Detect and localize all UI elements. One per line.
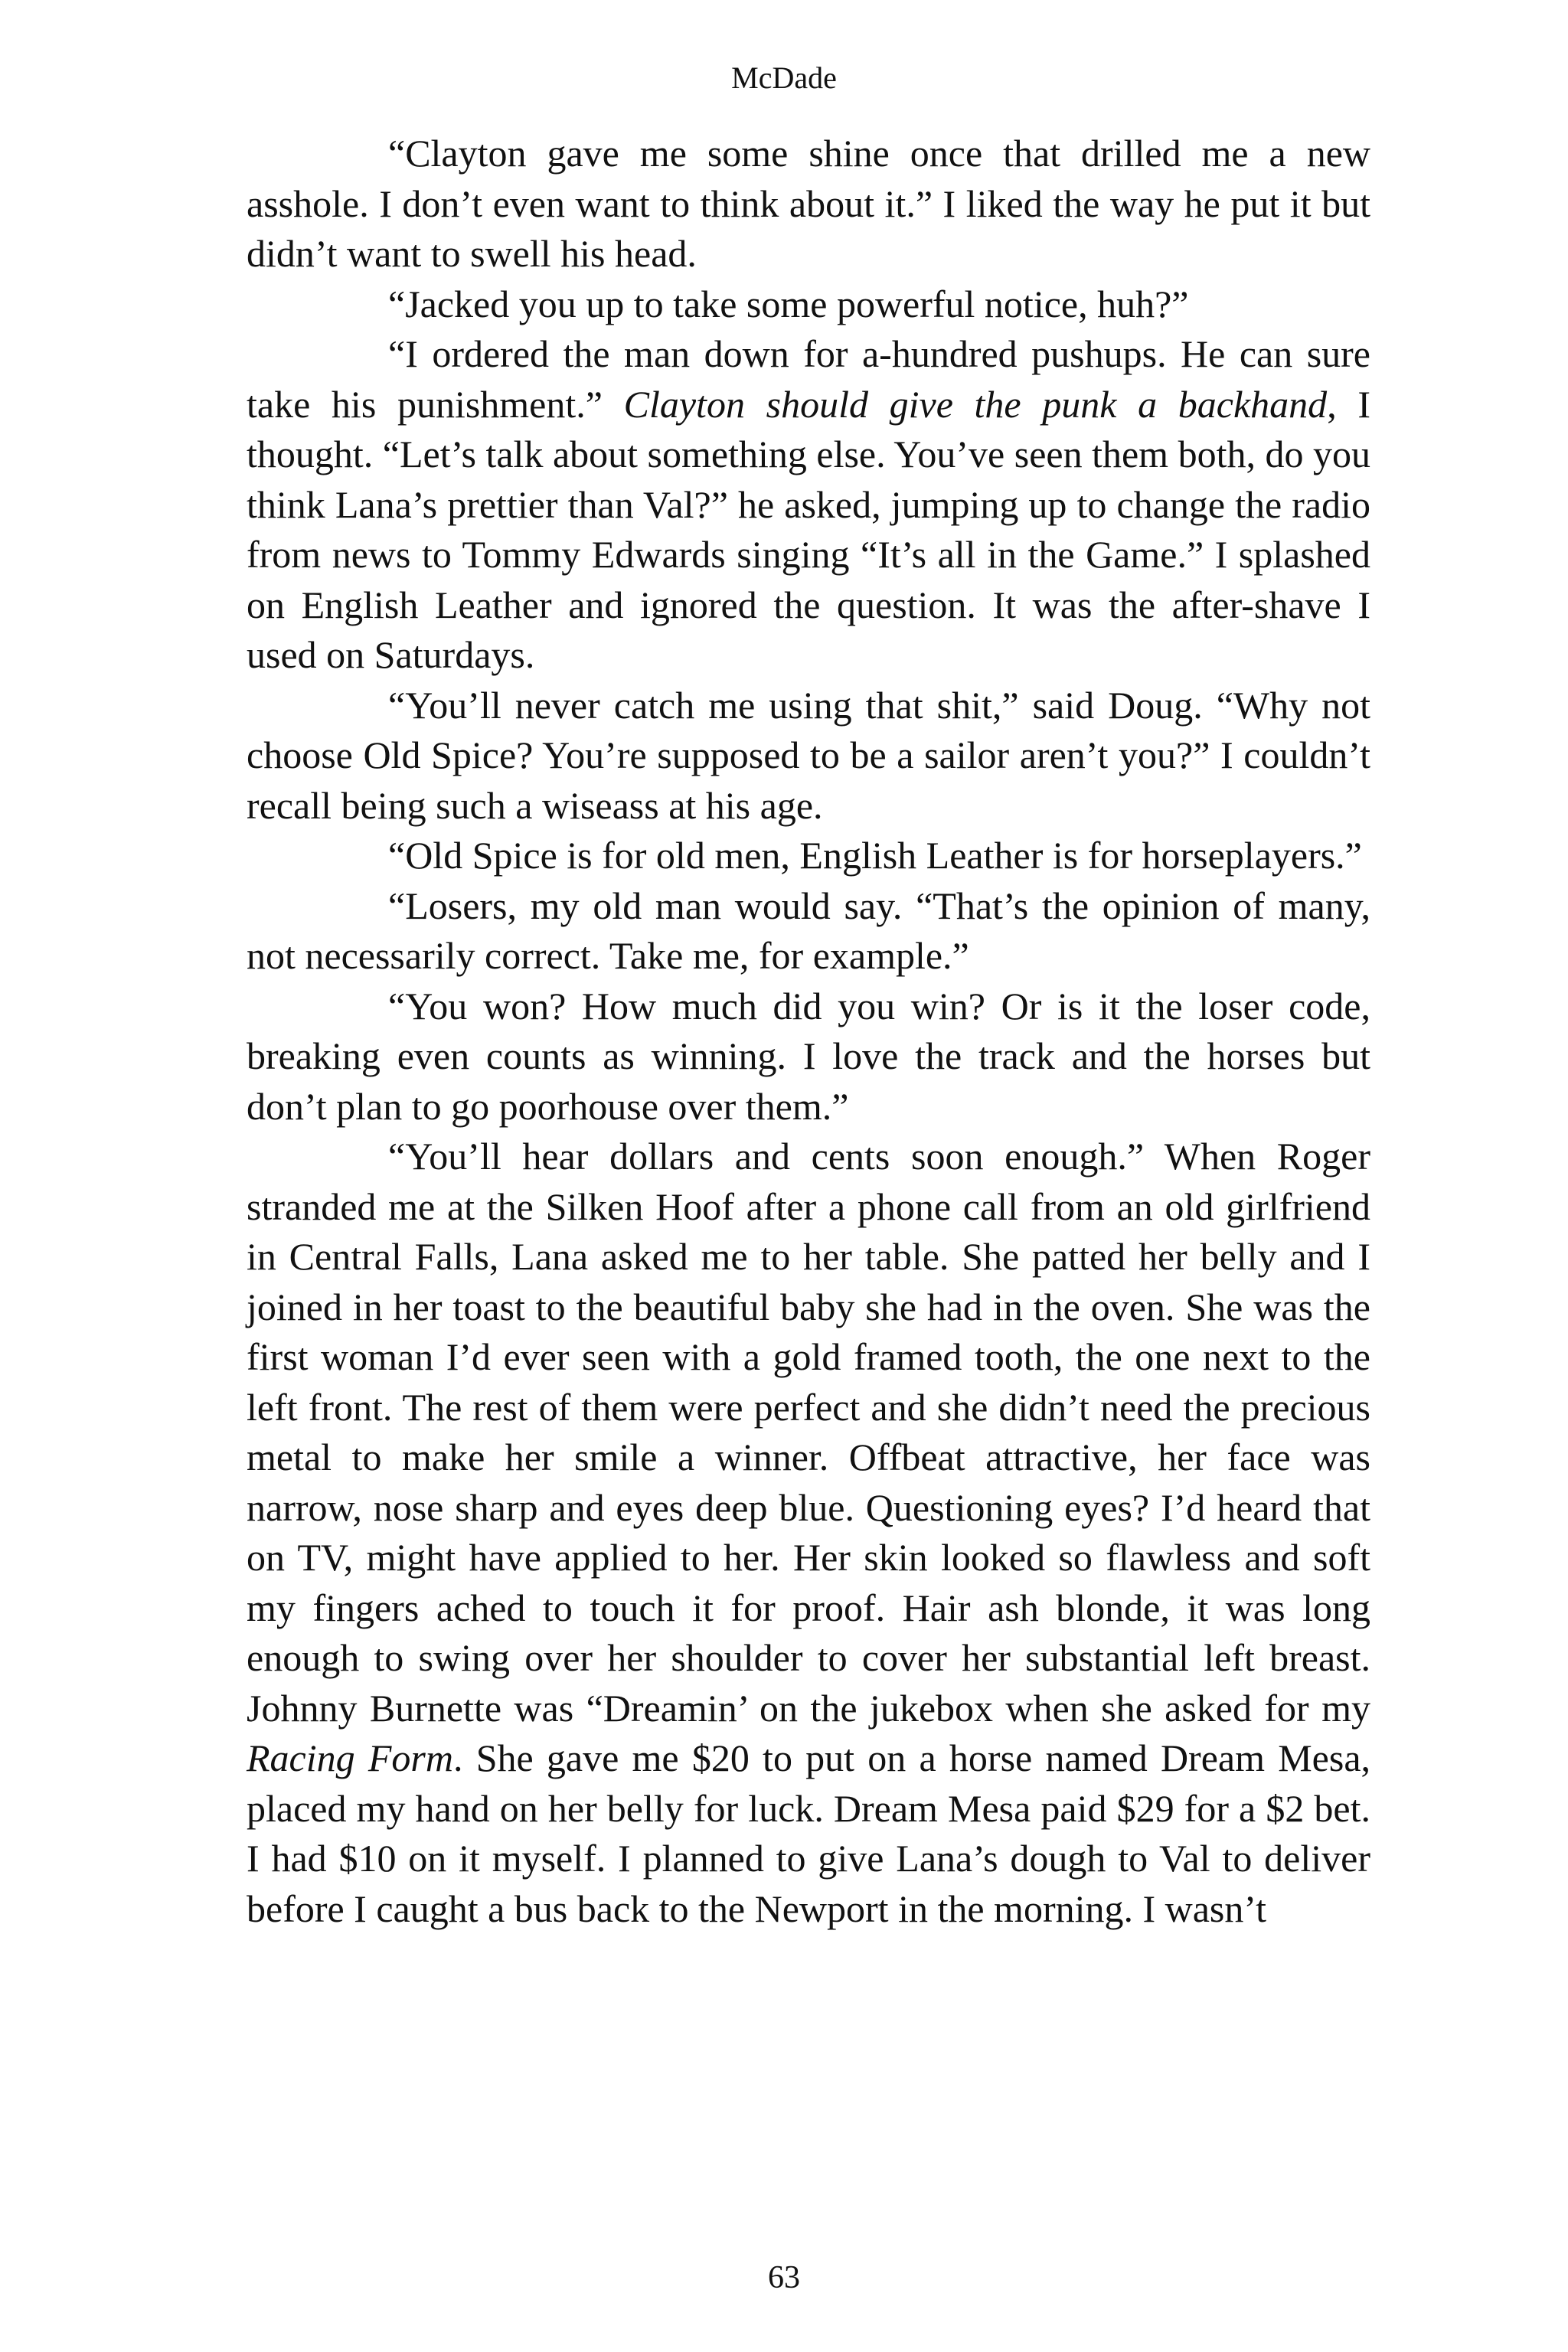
- paragraph: [247, 329, 1370, 681]
- text-segment: . She gave me $20 to put on a horse named Dream Mesa, placed my hand on her belly for luck. Dream Mesa paid $29 for a $2 bet. I had $10 on it myself. I planned to give Lana’s dough to Val to deliver before I caught a bus back to the Newport in the morning. I wasn’t: [247, 1736, 1371, 1930]
- page-number: 63: [768, 2260, 800, 2295]
- paragraph: [247, 982, 1370, 1132]
- text-segment: “Jacked you up to take some powerful notice, huh?”: [388, 282, 1189, 325]
- running-head: McDade: [731, 60, 837, 95]
- text-segment: , I thought. “Let’s talk about something else. You’ve seen them both, do you think Lana’s prettier than Val?” he asked, jumping up to change the radio from news to Tommy Edwards singing “It’s all in the Game.” I splashed on English Leather and ignored the question. It was the after-shave I used on Saturdays.: [247, 382, 1370, 676]
- text-segment: “You’ll never catch me using that shit,” said Doug. “Why not choose Old Spice? You’re supposed to be a sailor aren’t you?” I couldn’t recall being such a wiseass at his age.: [247, 683, 1370, 827]
- paragraph: [247, 279, 1370, 330]
- text-segment: “Losers, my old man would say. “That’s the opinion of many, not necessarily correct. Take me, for example.”: [247, 884, 1370, 977]
- italic-text-segment: Clayton should give the punk a backhand: [623, 382, 1328, 426]
- body-text: [247, 129, 1370, 1934]
- text-segment: “You won? How much did you win? Or is it the loser code, breaking even counts as winning. I love the track and the horses but don’t plan to go poorhouse over them.”: [247, 984, 1370, 1128]
- paragraph: [247, 129, 1370, 279]
- text-segment: “Old Spice is for old men, English Leather is for horseplayers.”: [388, 834, 1362, 877]
- paragraph: [247, 881, 1370, 982]
- italic-text-segment: Racing Form: [247, 1736, 453, 1779]
- paragraph: [247, 1132, 1370, 1934]
- text-segment: “Clayton gave me some shine once that drilled me a new asshole. I don’t even want to think about it.” I liked the way he put it but didn’t want to swell his head.: [247, 132, 1370, 275]
- paragraph: [247, 681, 1370, 831]
- text-segment: “I ordered the man down for a-hundred pushups. He can sure take his punishment.”: [247, 332, 1370, 426]
- text-segment: “You’ll hear dollars and cents soon enough.” When Roger stranded me at the Silken Hoof after a phone call from an old girlfriend in Central Falls, Lana asked me to her table. She patted her belly and I joined in her toast to the beautiful baby she had in the oven. She was the first woman I’d ever seen with a gold framed tooth, the one next to the left front. The rest of them were perfect and she didn’t need the precious metal to make her smile a winner. Offbeat attractive, her face was narrow, nose sharp and eyes deep blue. Questioning eyes? I’d heard that on TV, might have applied to her. Her skin looked so flawless and soft my fingers ached to touch it for proof. Hair ash blonde, it was long enough to swing over her shoulder to cover her substantial left breast. Johnny Burnette was “Dreamin’ on the jukebox when she asked for my: [247, 1135, 1370, 1730]
- paragraph: [247, 831, 1370, 881]
